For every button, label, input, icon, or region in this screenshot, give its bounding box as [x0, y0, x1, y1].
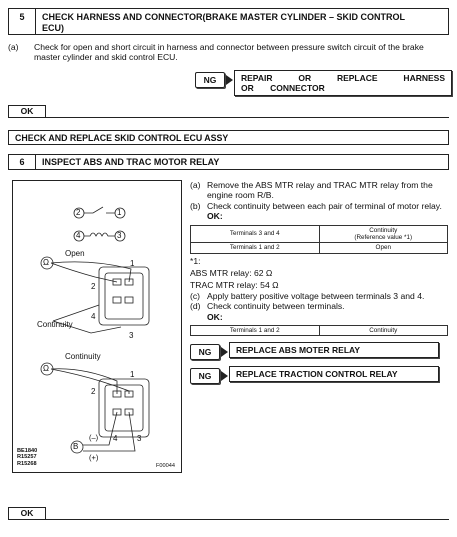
table-cell-line: (Reference value *1)	[354, 233, 413, 241]
step6-item-c-text: Apply battery positive voltage between terminals 3 and 4.	[207, 291, 425, 302]
ohm-symbol-1: Ω	[43, 258, 49, 267]
relay2-t1: 1	[130, 370, 135, 379]
table-cell-line: Continuity	[369, 226, 398, 234]
step6-item-b	[190, 201, 450, 211]
arrow-right-icon	[221, 347, 228, 357]
step6-ng-action-1: REPLACE ABS MOTER RELAY	[229, 342, 439, 358]
arrow-right-icon	[226, 75, 233, 85]
step5-item-text: Check for open and short circuit in harness and connector between pressure switch circuit of the brake master cylinder and skid control ECU.	[34, 42, 424, 63]
step6-ng-row-2	[190, 366, 450, 384]
relay-body-1	[99, 267, 149, 325]
schem-t2: 2	[76, 208, 81, 217]
schem-t3: 3	[117, 231, 122, 240]
table-row	[191, 243, 448, 253]
continuity-table-1	[190, 225, 448, 254]
table-cell: Terminals 1 and 2	[191, 325, 320, 335]
figure-id: F00044	[156, 463, 175, 469]
label-continuity-left: Continuity	[37, 320, 73, 329]
label-open: Open	[65, 249, 85, 258]
step5-ng-tag: NG	[195, 72, 225, 88]
step6-ng-action-2: REPLACE TRACTION CONTROL RELAY	[229, 366, 439, 382]
step6-item-b-marker: (b)	[190, 201, 201, 212]
step6-ng-row-1	[190, 342, 450, 360]
step5-header	[8, 8, 449, 35]
figure-codes	[17, 448, 37, 467]
figure-code-1: BE1840	[17, 448, 38, 454]
ok-divider-1	[8, 117, 449, 118]
relay2-t4: 4	[113, 434, 118, 443]
step6-item-a-text: Remove the ABS MTR relay and TRAC MTR relay from the engine room R/B.	[207, 180, 433, 201]
ok-tab-2: OK	[8, 507, 46, 519]
step6-item-d-text: Check continuity between terminals.	[207, 301, 345, 312]
table-cell: Terminals 3 and 4	[191, 225, 320, 243]
table-row	[191, 225, 448, 243]
step6-item-b-text: Check continuity between each pair of terminal of motor relay.	[207, 201, 442, 212]
ok-divider-2	[8, 519, 449, 520]
ohm-symbol-2: Ω	[43, 364, 49, 373]
table-cell: Continuity	[319, 325, 448, 335]
label-continuity-top: Continuity	[65, 352, 101, 361]
relay-body-2	[99, 379, 149, 437]
battery-label: B	[73, 442, 79, 451]
table-cell: Open	[319, 243, 448, 253]
skid-ecu-header: CHECK AND REPLACE SKID CONTROL ECU ASSY	[8, 130, 449, 145]
relay1-t4: 4	[91, 312, 96, 321]
relay1-t1: 1	[130, 259, 135, 268]
figure-code-3: R15268	[17, 460, 37, 467]
table-cell: Terminals 1 and 2	[191, 243, 320, 253]
step5-ng-action: REPAIR OR REPLACE HARNESS OR CONNECTOR	[234, 70, 452, 96]
step6-header	[8, 154, 449, 170]
relay2-t2: 2	[91, 387, 96, 396]
step6-item-d-marker: (d)	[190, 301, 201, 312]
schem-t1: 1	[117, 208, 122, 217]
continuity-table-2	[190, 325, 448, 336]
step6-ok-label-2: OK:	[207, 311, 223, 322]
step6-title: INSPECT ABS AND TRAC MOTOR RELAY	[42, 157, 220, 167]
step6-content	[190, 180, 450, 384]
table-row	[191, 325, 448, 335]
step5-item-marker: (a)	[8, 42, 19, 52]
step6-ng-tag-2: NG	[190, 368, 220, 384]
label-minus: (–)	[89, 433, 99, 442]
step6-ok-label: OK:	[207, 211, 223, 222]
schem-t4: 4	[76, 231, 81, 240]
step6-item-a	[190, 180, 450, 200]
step5-number: 5	[9, 9, 36, 34]
step6-number: 6	[9, 155, 36, 169]
step5-title: CHECK HARNESS AND CONNECTOR(BRAKE MASTER CYLINDER – SKID CONTROL ECU)	[42, 12, 405, 33]
step6-ng-tag-1: NG	[190, 344, 220, 360]
figure-code-2: R15257	[17, 454, 37, 461]
label-plus: (+)	[89, 453, 99, 462]
step6-item-c	[190, 291, 450, 301]
step6-item-a-marker: (a)	[190, 180, 201, 190]
relay1-t3: 3	[129, 331, 134, 340]
relay-figure	[12, 180, 182, 473]
arrow-right-icon	[221, 371, 228, 381]
coil-icon	[84, 233, 115, 236]
table-cell	[319, 225, 448, 243]
abs-mtr-value: ABS MTR relay: 62 Ω	[190, 267, 273, 278]
trac-mtr-value: TRAC MTR relay: 54 Ω	[190, 280, 279, 291]
relay2-t3: 3	[137, 434, 142, 443]
step6-item-c-marker: (c)	[190, 291, 201, 302]
ok-tab-1: OK	[8, 105, 46, 117]
step5-ng-row	[195, 70, 452, 96]
footnote: *1:	[190, 255, 201, 266]
step6-item-d	[190, 301, 450, 311]
step5-item	[8, 42, 449, 62]
relay1-t2: 2	[91, 282, 96, 291]
